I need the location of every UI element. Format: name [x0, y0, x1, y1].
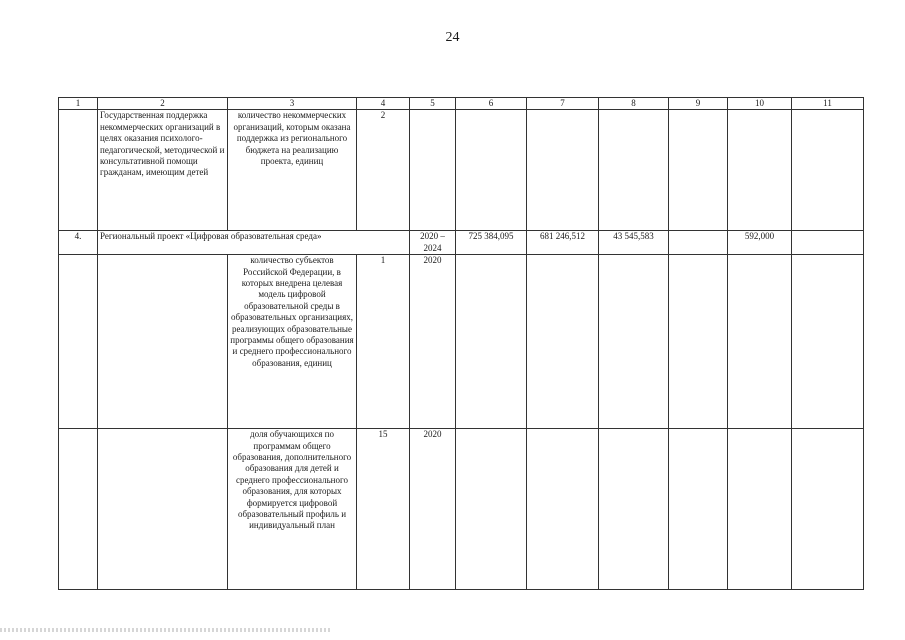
- indicator-value-cell: 2: [357, 110, 410, 231]
- period-cell: 2020 – 2024: [410, 231, 456, 255]
- year-cell: 2020: [410, 429, 456, 590]
- project-name-cell: Региональный проект «Цифровая образовательная среда»: [98, 231, 410, 255]
- header-cell: 4: [357, 98, 410, 110]
- table-cell: [59, 110, 98, 231]
- header-cell: 7: [527, 98, 599, 110]
- page-number: 24: [445, 30, 460, 45]
- header-cell: 9: [669, 98, 728, 110]
- table-cell: [728, 429, 792, 590]
- table-cell: [456, 429, 527, 590]
- table-cell: [728, 110, 792, 231]
- table-cell: [59, 255, 98, 429]
- table-cell: [456, 110, 527, 231]
- table-cell: [59, 429, 98, 590]
- table-cell: [792, 231, 864, 255]
- activity-name-cell: Государственная поддержка некоммерческих организаций в целях оказания психолого-педагогической, методической и консультативной помощи гражданам, имеющим детей: [98, 110, 228, 231]
- indicator-cell: количество субъектов Российской Федерации, в которых внедрена целевая модель цифровой образовательной среды в образовательных организациях, реализующих образовательные программы общего образования и среднего профессионального образования, единиц: [228, 255, 357, 429]
- header-cell: 1: [59, 98, 98, 110]
- indicator-value-cell: 1: [357, 255, 410, 429]
- table-cell: [410, 110, 456, 231]
- table-cell: [599, 255, 669, 429]
- table-cell: [792, 429, 864, 590]
- other-funding-cell: 592,000: [728, 231, 792, 255]
- header-cell: 8: [599, 98, 669, 110]
- indicator-cell: количество некоммерческих организаций, которым оказана поддержка из регионального бюджета на реализацию проекта, единиц: [228, 110, 357, 231]
- table-cell: [669, 231, 728, 255]
- header-cell: 5: [410, 98, 456, 110]
- table-cell: [669, 255, 728, 429]
- table-cell: [527, 429, 599, 590]
- table-row-share: [59, 429, 864, 590]
- header-cell: 6: [456, 98, 527, 110]
- indicator-cell: доля обучающихся по программам общего образования, дополнительного образования для детей и среднего профессионального образования, для которых формируется цифровой образовательный профиль и индивидуальный план: [228, 429, 357, 590]
- table-cell: [669, 110, 728, 231]
- header-row: [59, 98, 864, 110]
- table-cell: [527, 255, 599, 429]
- scan-artifact: [0, 628, 330, 632]
- table-cell: [599, 429, 669, 590]
- header-cell: 11: [792, 98, 864, 110]
- table-cell: [98, 255, 228, 429]
- indicator-value-cell: 15: [357, 429, 410, 590]
- table-cell: [669, 429, 728, 590]
- header-cell: 3: [228, 98, 357, 110]
- table-cell: [728, 255, 792, 429]
- table-cell: [792, 110, 864, 231]
- table-row-project: [59, 231, 864, 255]
- table-cell: [792, 255, 864, 429]
- program-table: [58, 97, 864, 590]
- table-cell: [98, 429, 228, 590]
- table-row-subjects: [59, 255, 864, 429]
- table-cell: [527, 110, 599, 231]
- header-cell: 10: [728, 98, 792, 110]
- federal-funding-cell: 681 246,512: [527, 231, 599, 255]
- row-number-cell: 4.: [59, 231, 98, 255]
- regional-funding-cell: 43 545,583: [599, 231, 669, 255]
- year-cell: 2020: [410, 255, 456, 429]
- table-cell: [456, 255, 527, 429]
- table-cell: [599, 110, 669, 231]
- header-cell: 2: [98, 98, 228, 110]
- table-row-support: [59, 110, 864, 231]
- total-funding-cell: 725 384,095: [456, 231, 527, 255]
